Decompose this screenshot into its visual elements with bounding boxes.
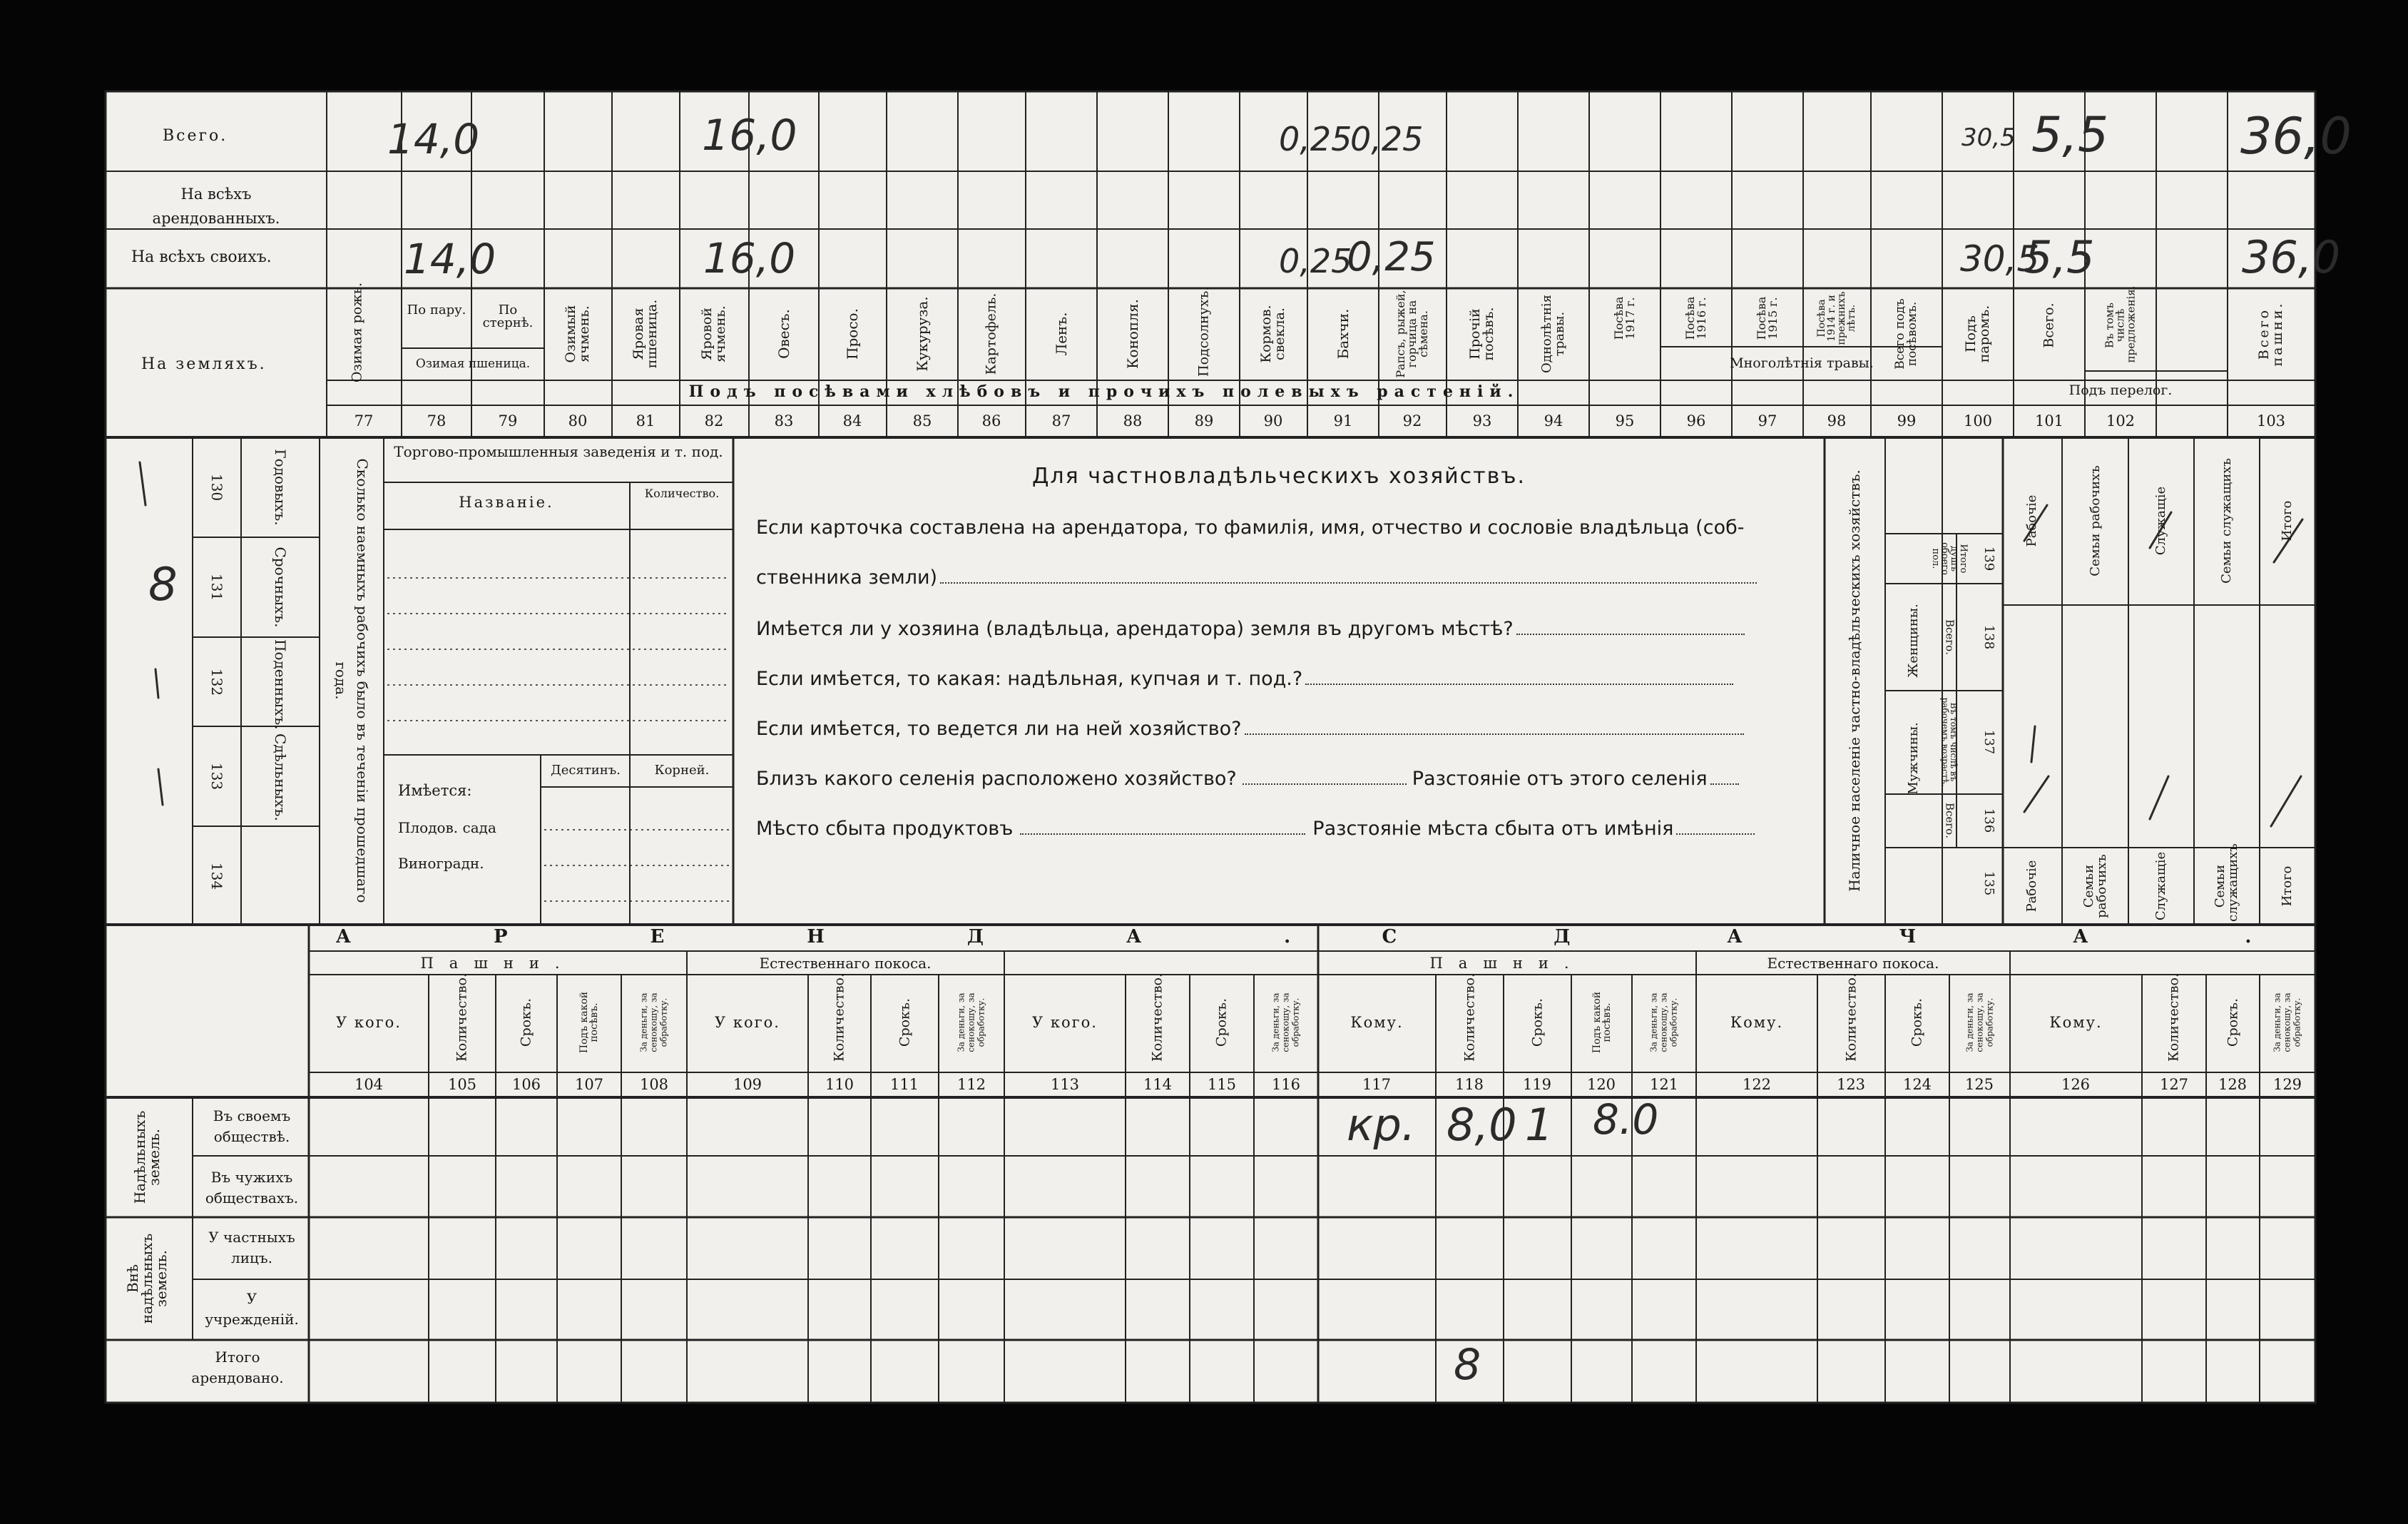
lower-col-pod: Подъ какой посѣвъ. xyxy=(1591,991,1613,1054)
header-c92: Рапсъ, рыжей, горчица на сѣмена. xyxy=(1394,290,1430,378)
lower-col-qty: Количество. xyxy=(1461,972,1477,1062)
lower-col-num: 114 xyxy=(1143,1076,1173,1093)
lower-col-who: Кому. xyxy=(1730,1014,1784,1031)
top-col-num: 91 xyxy=(1333,412,1353,430)
lower-pashni-a: Пашни. xyxy=(420,955,576,972)
lower-col-num: 105 xyxy=(447,1076,477,1093)
top-col-num: 99 xyxy=(1897,412,1917,430)
header-c102: Въ томъ числѣ предложенiя. xyxy=(2103,285,2138,363)
population-num-136: 136 xyxy=(1981,808,1996,833)
hand-workers-mark: 8 xyxy=(148,559,178,611)
hand-vsego-100: 5,5 xyxy=(2031,107,2109,163)
lower-row4: У учрежденiй. xyxy=(205,1290,299,1328)
hand-120: 8.0 xyxy=(1593,1095,1659,1144)
header-c79: По стернѣ. xyxy=(482,303,534,330)
lower-col-num: 120 xyxy=(1586,1076,1616,1093)
population-vsego-f: Всего. xyxy=(1943,619,1956,655)
top-col-num: 78 xyxy=(427,412,447,430)
lower-col-num: 129 xyxy=(2272,1076,2302,1093)
hand-svoih-100: 5,5 xyxy=(2024,231,2095,283)
lower-col-srok: Срокъ. xyxy=(1529,997,1545,1047)
trade-sad: Плодов. сада xyxy=(398,819,496,836)
lower-col-qty: Количество. xyxy=(2165,972,2182,1062)
top-col-num: 102 xyxy=(2106,412,2136,430)
header-pod-pereloг: Подъ перелог. xyxy=(2068,382,2173,398)
lower-col-num: 119 xyxy=(1522,1076,1552,1093)
lower-pashni-s: Пашни. xyxy=(1429,955,1585,972)
top-col-num: 88 xyxy=(1123,412,1143,430)
lower-vne-nadel: Внѣ надѣльныхъ земель. xyxy=(124,1233,170,1324)
lower-col-num: 128 xyxy=(2218,1076,2248,1093)
top-col-num: 80 xyxy=(568,412,588,430)
header-c82: Яровой ячмень. xyxy=(699,305,728,362)
lower-col-srok: Срокъ. xyxy=(518,997,534,1047)
lower-col-qty: Количество. xyxy=(1149,972,1165,1062)
header-c90: Кормов. свекла. xyxy=(1258,305,1287,363)
header-c80: Озимый ячмень. xyxy=(563,305,592,363)
pop-right-bottom: Служащiе xyxy=(2153,851,2168,921)
top-col-num: 90 xyxy=(1263,412,1283,430)
trade-desyatin: Десятинъ. xyxy=(551,763,621,778)
hand-vsego-78: 14,0 xyxy=(387,115,480,163)
lower-arenda: АРЕНДА. xyxy=(335,926,1434,948)
lower-col-qty: Количество. xyxy=(1843,972,1859,1062)
pop-right-bottom: Семьи служащихъ xyxy=(2213,843,2240,922)
header-c99: Всего подъ посѣвомъ. xyxy=(1893,298,1919,370)
hand-svoih-103: 36,0 xyxy=(2242,231,2341,283)
header-c96: Посѣва 1916 г. xyxy=(1683,296,1708,340)
worker-label-sdelnyh: Сдѣльныхъ. xyxy=(272,733,289,821)
top-col-num: 97 xyxy=(1757,412,1777,430)
private-line4: Если имѣется, то ведется ли на ней хозяйство? xyxy=(756,719,1744,738)
worker-label-godovyh: Годовыхъ. xyxy=(272,449,289,526)
population-num-138: 138 xyxy=(1981,624,1996,650)
header-c89: Подсолнухъ. xyxy=(1195,286,1212,377)
lower-col-srok: Срокъ. xyxy=(897,997,912,1047)
top-col-num: 92 xyxy=(1402,412,1422,430)
trade-korney: Корней. xyxy=(654,763,710,778)
header-c87: Ленъ. xyxy=(1053,312,1070,356)
lower-row3: У частныхъ лицъ. xyxy=(208,1229,295,1266)
lower-col-num: 118 xyxy=(1454,1076,1484,1093)
lower-sdacha: СДАЧА. xyxy=(1382,926,2408,948)
lower-col-num: 109 xyxy=(733,1076,762,1093)
lower-row5: Итого арендовано. xyxy=(191,1348,284,1386)
header-mnogolet: Многолѣтнiя травы. xyxy=(1730,355,1874,371)
hand-vsego-91: 0,25 xyxy=(1279,120,1352,158)
header-c101: Всего. xyxy=(2041,303,2057,348)
pop-right-top: Итого xyxy=(2280,500,2295,542)
private-line1: Если карточка составлена на арендатора, то фамилiя, имя, отчество и сословiе владѣльца (соб- xyxy=(756,517,1745,539)
hand-svoih-99: 30,5 xyxy=(1960,238,2040,280)
hand-svoih-91: 0,25 xyxy=(1279,242,1352,280)
header-c103: Всего пашни. xyxy=(2256,301,2285,367)
worker-label-podennyh: Поденныхъ. xyxy=(272,639,289,730)
lower-col-who: У кого. xyxy=(715,1014,780,1031)
lower-col-num: 115 xyxy=(1207,1076,1237,1093)
header-c98: Посѣва 1914 г. и прежнихъ лѣтъ. xyxy=(1816,291,1857,345)
top-col-num: 87 xyxy=(1051,412,1071,430)
pop-right-top: Семьи служащихъ xyxy=(2219,458,2234,584)
pop-right-top: Служащiе xyxy=(2153,486,2168,556)
lower-pokos-s: Естественнаго покоса. xyxy=(1767,955,1939,972)
population-num-137: 137 xyxy=(1981,729,1996,755)
lower-col-za: За деньги, за сенокошу, за обработку. xyxy=(956,992,986,1052)
top-col-num: 96 xyxy=(1686,412,1706,430)
lower-col-srok: Срокъ. xyxy=(1909,997,1925,1047)
lower-col-num: 116 xyxy=(1271,1076,1301,1093)
top-col-num: 94 xyxy=(1544,412,1563,430)
hand-svoih-78: 14,0 xyxy=(404,235,496,283)
header-c77: Озимая рожь. xyxy=(349,282,365,383)
top-col-num: 86 xyxy=(981,412,1001,430)
lower-nadel: Надѣльныхъ земель. xyxy=(131,1110,163,1204)
row-label-vsego: Всего. xyxy=(163,127,228,145)
trade-title: Торгово-промышленныя заведенiя и т. под. xyxy=(394,443,723,460)
header-c85: Кукуруза. xyxy=(914,296,931,372)
lower-col-za: За деньги, за сенокошу, за обработку. xyxy=(1964,992,1994,1052)
lower-col-num: 122 xyxy=(1742,1076,1772,1093)
row-label-zemlyah: На земляхъ. xyxy=(141,355,267,373)
top-col-num: 82 xyxy=(704,412,724,430)
top-col-num: 77 xyxy=(354,412,374,430)
private-line2: Имѣется ли у хозяина (владѣльца, арендатора) земля въ другомъ мѣстѣ? xyxy=(756,619,1745,639)
lower-col-num: 112 xyxy=(956,1076,986,1093)
pop-right-top: Семьи рабочихъ xyxy=(2088,465,2103,576)
pop-right-bottom: Рабочiе xyxy=(2024,860,2039,913)
header-c81: Яровая пшеница. xyxy=(631,299,660,369)
top-col-num: 101 xyxy=(2034,412,2064,430)
lower-col-pod: Подъ какой посѣвъ. xyxy=(578,991,600,1054)
top-col-num: 83 xyxy=(774,412,794,430)
lower-col-who: У кого. xyxy=(1032,1014,1098,1031)
lower-col-num: 110 xyxy=(825,1076,854,1093)
lower-col-za: За деньги, за сенокошу, за обработку. xyxy=(638,992,668,1052)
lower-col-qty: Количество. xyxy=(454,972,470,1062)
lower-col-who: Кому. xyxy=(1350,1014,1404,1031)
lower-row1: Въ своемъ обществѣ. xyxy=(213,1107,291,1145)
pop-right-bottom: Итого xyxy=(2280,865,2295,907)
lower-col-num: 108 xyxy=(639,1076,669,1093)
row-label-svoih: На всѣхъ своихъ. xyxy=(131,248,272,266)
lower-col-za: За деньги, за сенокошу, за обработку. xyxy=(2272,992,2302,1052)
top-col-num: 81 xyxy=(636,412,655,430)
trade-col-name: Названiе. xyxy=(459,494,554,511)
worker-label-srochnyh: Срочныхъ. xyxy=(272,547,289,628)
top-col-num: 89 xyxy=(1194,412,1214,430)
top-col-num: 85 xyxy=(912,412,932,430)
lower-col-srok: Срокъ. xyxy=(2225,997,2240,1047)
hand-bottom: 8 xyxy=(1454,1340,1481,1390)
population-vsego-m: Всего. xyxy=(1943,803,1956,838)
trade-imeetsya: Имѣется: xyxy=(398,782,472,799)
lower-col-num: 121 xyxy=(1649,1076,1679,1093)
hand-vsego-92: 0,25 xyxy=(1350,120,1424,158)
lower-row2: Въ чужихъ обществахъ. xyxy=(205,1169,299,1206)
lower-col-num: 125 xyxy=(1964,1076,1994,1093)
private-line1b: ственника земли) xyxy=(756,568,1737,587)
header-c97: Посѣва 1915 г. xyxy=(1755,296,1780,340)
population-num-135: 135 xyxy=(1981,870,1996,896)
population-itogo: Итого душъ обоего пол. xyxy=(1930,542,1969,575)
lower-col-za: За деньги, за сенокошу, за обработку. xyxy=(1270,992,1300,1052)
pop-right-bottom: Семьи рабочихъ xyxy=(2081,854,2109,918)
top-col-num: 103 xyxy=(2256,412,2286,430)
header-ozimaya-psh: Озимая пшеница. xyxy=(415,357,531,371)
private-line6: Мѣсто сбыта продуктовъ Разстоянiе мѣста сбыта отъ имѣнiя xyxy=(756,819,1755,838)
lower-col-num: 124 xyxy=(1902,1076,1932,1093)
header-c100: Подъ паромъ. xyxy=(1963,305,1992,363)
top-col-num: 100 xyxy=(1963,412,1993,430)
hand-vsego-99: 30,5 xyxy=(1961,123,2016,152)
top-col-num: 84 xyxy=(842,412,862,430)
lower-col-srok: Срокъ. xyxy=(1213,997,1230,1047)
hand-svoih-92: 0,25 xyxy=(1347,234,1436,280)
hand-komu: кр. xyxy=(1347,1099,1416,1151)
population-num-139: 139 xyxy=(1981,546,1996,572)
hand-vsego-82: 16,0 xyxy=(702,111,797,161)
top-col-num: 93 xyxy=(1472,412,1492,430)
header-c88: Конопля. xyxy=(1124,299,1141,369)
private-title: Для частновладѣльческихъ хозяйствъ. xyxy=(1031,464,1526,489)
worker-num-132: 132 xyxy=(208,668,225,696)
lower-col-num: 106 xyxy=(511,1076,541,1093)
row-label-arend: На всѣхъ арендованныхъ. xyxy=(152,186,280,227)
top-col-num: 98 xyxy=(1827,412,1847,430)
census-card xyxy=(106,91,2408,1403)
lower-col-num: 117 xyxy=(1362,1076,1392,1093)
lower-col-num: 107 xyxy=(574,1076,604,1093)
trade-vinograd: Виноградн. xyxy=(398,855,484,872)
lower-pokos-a: Естественнаго покоса. xyxy=(759,955,932,972)
header-c83: Овесъ. xyxy=(775,309,792,359)
header-c93: Прочiй посѣвъ. xyxy=(1467,307,1496,361)
header-c84: Просо. xyxy=(844,308,861,360)
top-col-num: 95 xyxy=(1615,412,1635,430)
hand-119: 1 xyxy=(1525,1099,1554,1151)
lower-col-who: Кому. xyxy=(2049,1014,2103,1031)
header-c91: Бахчи. xyxy=(1335,308,1352,360)
pop-right-top: Рабочiе xyxy=(2024,494,2039,547)
population-muzhchiny: Мужчины. xyxy=(1906,722,1921,795)
population-vertical: Наличное населенiе частно-владѣльческихъ хозяйствъ. xyxy=(1846,469,1863,892)
header-c78: По пару. xyxy=(407,303,466,318)
worker-num-130: 130 xyxy=(208,473,225,502)
hand-118: 8,0 xyxy=(1447,1099,1517,1151)
top-col-num: 79 xyxy=(498,412,518,430)
workers-vertical-title: Сколько наемныхъ рабочихъ было въ теченiи прошедшаго года. xyxy=(332,458,371,903)
lower-col-num: 123 xyxy=(1836,1076,1866,1093)
header-c86: Картофель. xyxy=(983,293,999,375)
private-line5: Близъ какого селенiя расположено хозяйство? Разстоянiе отъ этого селенiя xyxy=(756,769,1739,788)
population-zhenshchiny: Женщины. xyxy=(1906,604,1921,678)
lower-col-num: 126 xyxy=(2061,1076,2091,1093)
lower-col-num: 104 xyxy=(354,1076,384,1093)
population-vtom-m: Въ томъ числѣ въ рабочемъ возрастѣ. xyxy=(1940,697,1959,787)
trade-col-qty: Количество. xyxy=(644,487,720,500)
lower-col-num: 113 xyxy=(1050,1076,1080,1093)
lower-col-num: 127 xyxy=(2159,1076,2189,1093)
lower-col-za: За деньги, за сенокошу, за обработку. xyxy=(1648,992,1678,1052)
hand-svoih-82: 16,0 xyxy=(703,234,796,283)
private-line3: Если имѣется, то какая: надѣльная, купчая и т. под.? xyxy=(756,669,1733,689)
worker-num-134: 134 xyxy=(208,862,225,890)
hand-vsego-103: 36,0 xyxy=(2240,107,2352,166)
lower-col-qty: Количество. xyxy=(831,972,847,1062)
header-c95: Посѣва 1917 г. xyxy=(1612,296,1637,340)
lower-col-who: У кого. xyxy=(336,1014,402,1031)
lower-col-num: 111 xyxy=(889,1076,919,1093)
worker-num-133: 133 xyxy=(208,762,225,791)
worker-num-131: 131 xyxy=(208,573,225,601)
band-pod-posevami: Подъ посѣвами хлѣбовъ и прочихъ полевыхъ растенiй. xyxy=(688,382,1520,401)
header-c94: Однолѣтнiя травы. xyxy=(1539,294,1567,374)
